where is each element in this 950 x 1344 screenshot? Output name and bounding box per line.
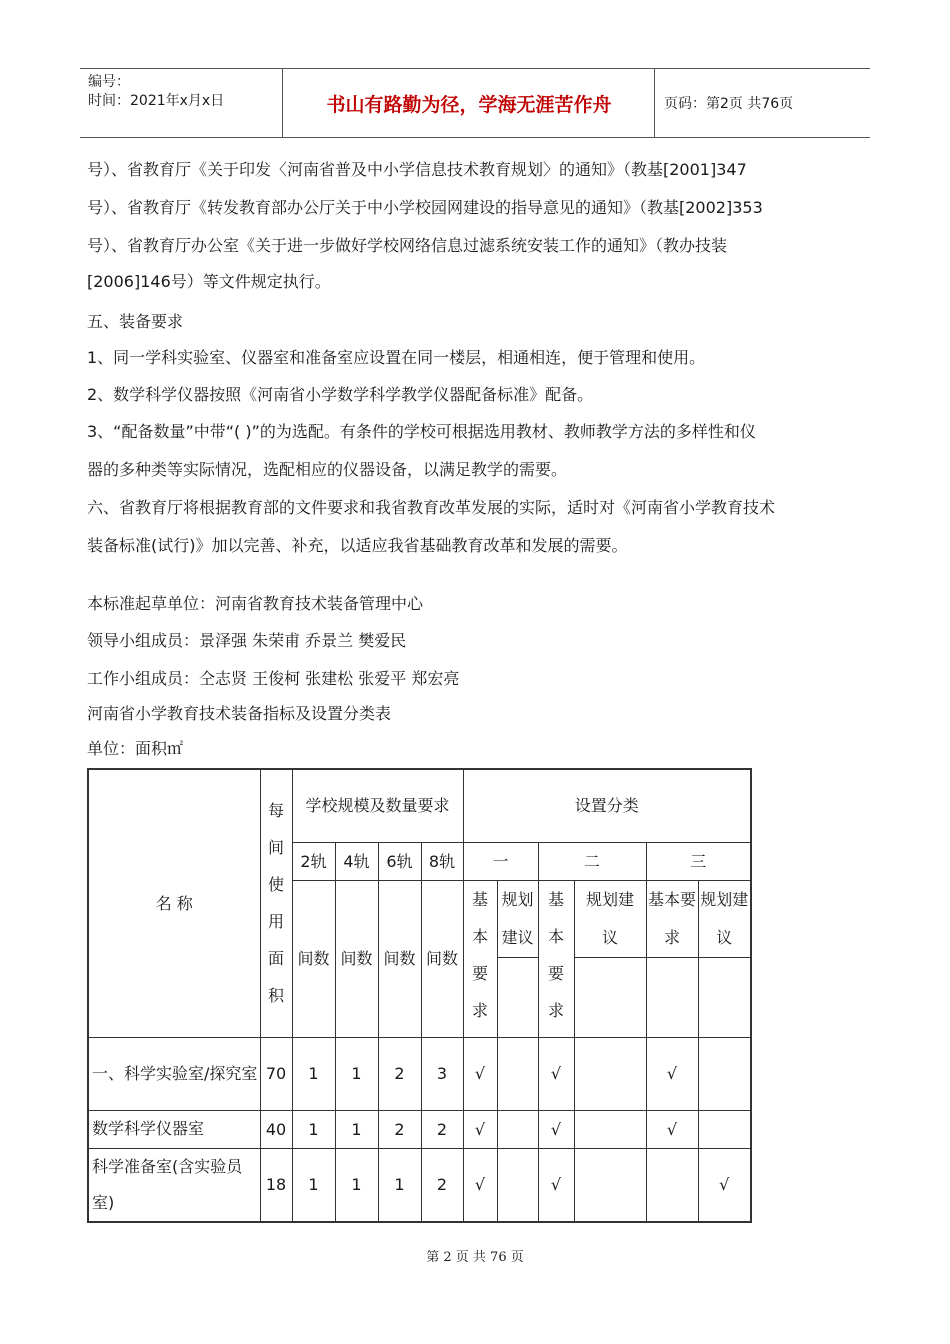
row-count: 1 [292,1148,335,1222]
row-count: 1 [335,1110,378,1148]
row-count: 1 [292,1110,335,1148]
basic-requirement-header: 基 本 要 求 [463,880,497,1037]
row-mark [574,1148,646,1222]
row-count: 2 [378,1110,421,1148]
row-mark: √ [646,1110,698,1148]
row-mark [574,1037,646,1110]
header-divider [654,69,655,137]
row-count: 2 [421,1110,463,1148]
equipment-table [87,768,752,1223]
row-count: 1 [378,1148,421,1222]
row-mark [574,1110,646,1148]
table-row [88,1148,751,1222]
table-row [88,1037,751,1110]
header-divider [282,69,283,137]
header-meta [88,73,224,111]
body-line: 1、同一学科实验室、仪器室和准备室应设置在同一楼层，相通相连，便于管理和使用。 [87,348,706,367]
body-line: 器的多种类等实际情况，选配相应的仪器设备，以满足教学的需要。 [87,460,568,479]
track-header: 2轨 [292,842,335,880]
category-header: 三 [646,842,751,880]
count-header: 间数 [421,880,463,1037]
header-motto: 书山有路勤为径，学海无涯苦作舟 [326,93,612,116]
leadership-group: 领导小组成员：景泽强 朱荣甫 乔景兰 樊爱民 [87,631,407,650]
count-header: 间数 [292,880,335,1037]
row-mark [698,1037,751,1110]
body-line: [2006]146号）等文件规定执行。 [87,272,331,291]
row-mark [646,1148,698,1222]
row-count: 3 [421,1037,463,1110]
row-name: 一、科学实验室/探究室 [88,1037,260,1110]
row-count: 2 [378,1037,421,1110]
track-header: 4轨 [335,842,378,880]
row-name: 科学准备室(含实验员室) [88,1148,260,1222]
page-footer: 第 2 页 共 76 页 [426,1250,524,1265]
section-heading: 五、装备要求 [87,312,184,331]
row-mark: √ [698,1148,751,1222]
row-mark: √ [538,1110,574,1148]
body-line: 号）、省教育厅《关于印发〈河南省普及中小学信息技术教育规划〉的通知》（教基[2001]347 [87,160,747,179]
row-mark [497,1110,538,1148]
row-mark: √ [538,1148,574,1222]
category-header: 一 [463,842,538,880]
body-line: 号）、省教育厅办公室《关于进一步做好学校网络信息过滤系统安装工作的通知》（教办技装 [87,236,728,255]
basic-requirement-header: 基 本 要 求 [538,880,574,1037]
unit-label: 单位：面积㎡ [87,739,184,758]
plan-suggestion-header: 规划建议 [698,880,751,957]
page-info: 页码：第2页 共76页 [664,96,794,112]
page-header [80,68,870,138]
row-mark [497,1148,538,1222]
time-label: 时间：2021年x月x日 [88,93,225,109]
plan-suggestion-header: 规划建议 [497,880,538,957]
row-count: 1 [335,1037,378,1110]
row-mark: √ [538,1037,574,1110]
row-name: 数学科学仪器室 [88,1110,260,1148]
track-header: 6轨 [378,842,421,880]
basic-requirement-header: 基本要求 [646,880,698,957]
body-line: 3、“配备数量”中带“( )”的为选配。有条件的学校可根据选用教材、教师教学方法的多样性和仪 [87,422,756,441]
row-count: 2 [421,1148,463,1222]
body-line: 2、数学科学仪器按照《河南省小学数学科学教学仪器配备标准》配备。 [87,385,594,404]
body-line: 装备标准(试行)》加以完善、补充，以适应我省基础教育改革和发展的需要。 [87,536,628,555]
row-mark: √ [463,1110,497,1148]
name-header: 名 称 [88,769,260,1037]
row-mark: √ [463,1148,497,1222]
row-area: 70 [260,1037,292,1110]
row-mark: √ [646,1037,698,1110]
category-header: 二 [538,842,646,880]
row-area: 18 [260,1148,292,1222]
row-mark: √ [463,1037,497,1110]
area-header: 每 间 使 用 面 积 [260,769,292,1037]
working-group: 工作小组成员：仝志贤 王俊柯 张建松 张爱平 郑宏亮 [87,669,460,688]
table-row [88,1110,751,1148]
table-title: 河南省小学教育技术装备指标及设置分类表 [87,704,392,723]
track-header: 8轨 [421,842,463,880]
scale-header: 学校规模及数量要求 [292,769,463,842]
count-header: 间数 [335,880,378,1037]
count-header: 间数 [378,880,421,1037]
setting-header: 设置分类 [463,769,751,842]
body-line: 号）、省教育厅《转发教育部办公厅关于中小学校园网建设的指导意见的通知》（教基[2002]353 [87,198,763,217]
plan-suggestion-header: 规划建议 [574,880,646,957]
row-mark [497,1037,538,1110]
row-mark [698,1110,751,1148]
drafting-unit: 本标准起草单位：河南省教育技术装备管理中心 [87,594,424,613]
body-line: 六、省教育厅将根据教育部的文件要求和我省教育改革发展的实际，适时对《河南省小学教育技术 [87,498,776,517]
row-area: 40 [260,1110,292,1148]
code-label: 编号： [88,74,130,90]
row-count: 1 [292,1037,335,1110]
row-count: 1 [335,1148,378,1222]
